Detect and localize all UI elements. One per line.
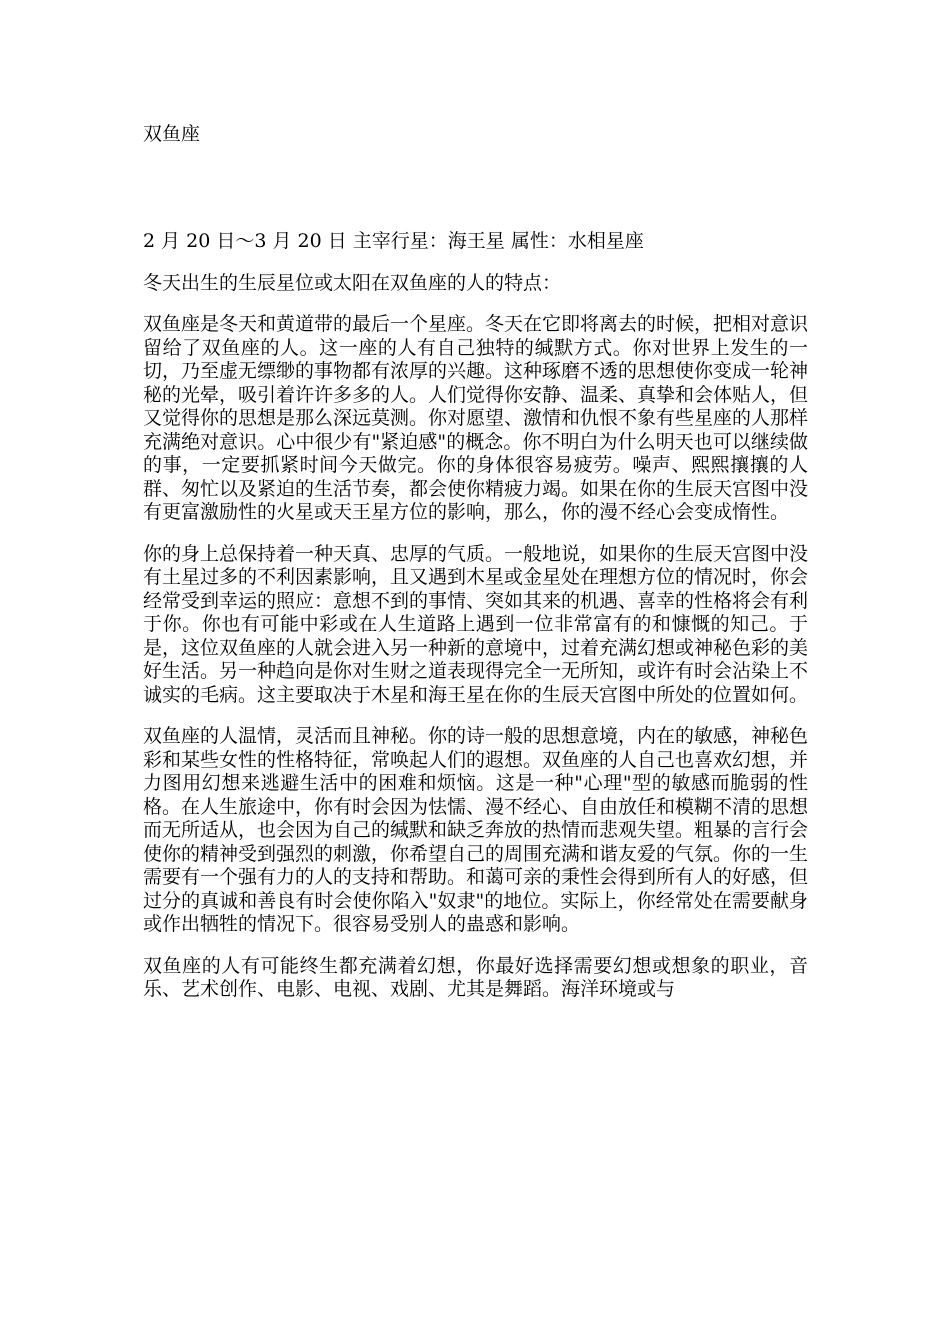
date-ruler-element-line: 2 月 20 日～3 月 20 日 主宰行星：海王星 属性：水相星座 (143, 230, 644, 252)
intro-line: 冬天出生的生辰星位或太阳在双鱼座的人的特点： (143, 271, 562, 294)
paragraph-3: 双鱼座的人温情，灵活而且神秘。你的诗一般的思想意境，内在的敏感，神秘色彩和某些女性的性格特征，常唤起人们的遐想。双鱼座的人自己也喜欢幻想，并力图用幻想来逃避生活中的困难和烦恼。这是一种"心理"型的敏感而脆弱的性格。在人生旅途中，你有时会因为怯懦、漫不经心、自由放任和模糊不清的思想而无所适从，也会因为自己的缄默和缺乏奔放的热情而悲观失望。粗暴的言行会使你的精神受到强烈的刺激，你希望自己的周围充满和谐友爱的气氛。你的一生需要有一个强有力的人的支持和帮助。和蔼可亲的秉性会得到所有人的好感，但过分的真诚和善良有时会使你陷入"奴隶"的地位。实际上，你经常处在需要献身或作出牺牲的情况下。很容易受别人的蛊惑和影响。 (143, 725, 809, 935)
paragraph-2: 你的身上总保持着一种天真、忠厚的气质。一般地说，如果你的生辰天宫图中没有土星过多的不利因素影响，且又遇到木星或金星处在理想方位的情况时，你会经常受到幸运的照应：意想不到的事情、突如其来的机遇、喜幸的性格将会有利于你。你也有可能中彩或在人生道路上遇到一位非常富有的和慷慨的知己。于是，这位双鱼座的人就会进入另一种新的意境中，过着充满幻想或神秘色彩的美好生活。另一种趋向是你对生财之道表现得完全一无所知，或许有时会沾染上不诚实的毛病。这主要取决于木星和海王星在你的生辰天宫图中所处的位置如何。 (143, 542, 809, 706)
document-page (143, 0, 808, 1002)
document-title: 双鱼座 (143, 123, 201, 145)
paragraph-4: 双鱼座的人有可能终生都充满着幻想，你最好选择需要幻想或想象的职业，音乐、艺术创作、电影、电视、戏剧、尤其是舞蹈。海洋环境或与 (143, 954, 808, 1000)
paragraph-1: 双鱼座是冬天和黄道带的最后一个星座。冬天在它即将离去的时候，把相对意识留给了双鱼座的人。这一座的人有自己独特的缄默方式。你对世界上发生的一切，乃至虚无缥缈的事物都有浓厚的兴趣。这种琢磨不透的思想使你变成一轮神秘的光晕，吸引着许许多多的人。人们觉得你安静、温柔、真挚和会体贴人，但又觉得你的思想是那么深远莫测。你对愿望、激情和仇恨不象有些星座的人那样充满绝对意识。心中很少有"紧迫感"的概念。你不明白为什么明天也可以继续做的事，一定要抓紧时间今天做完。你的身体很容易疲劳。噪声、熙熙攘攘的人群、匆忙以及紧迫的生活节奏，都会使你精疲力竭。如果在你的生辰天宫图中没有更富激励性的火星或天王星方位的影响，那么，你的漫不经心会变成惰性。 (143, 313, 809, 523)
